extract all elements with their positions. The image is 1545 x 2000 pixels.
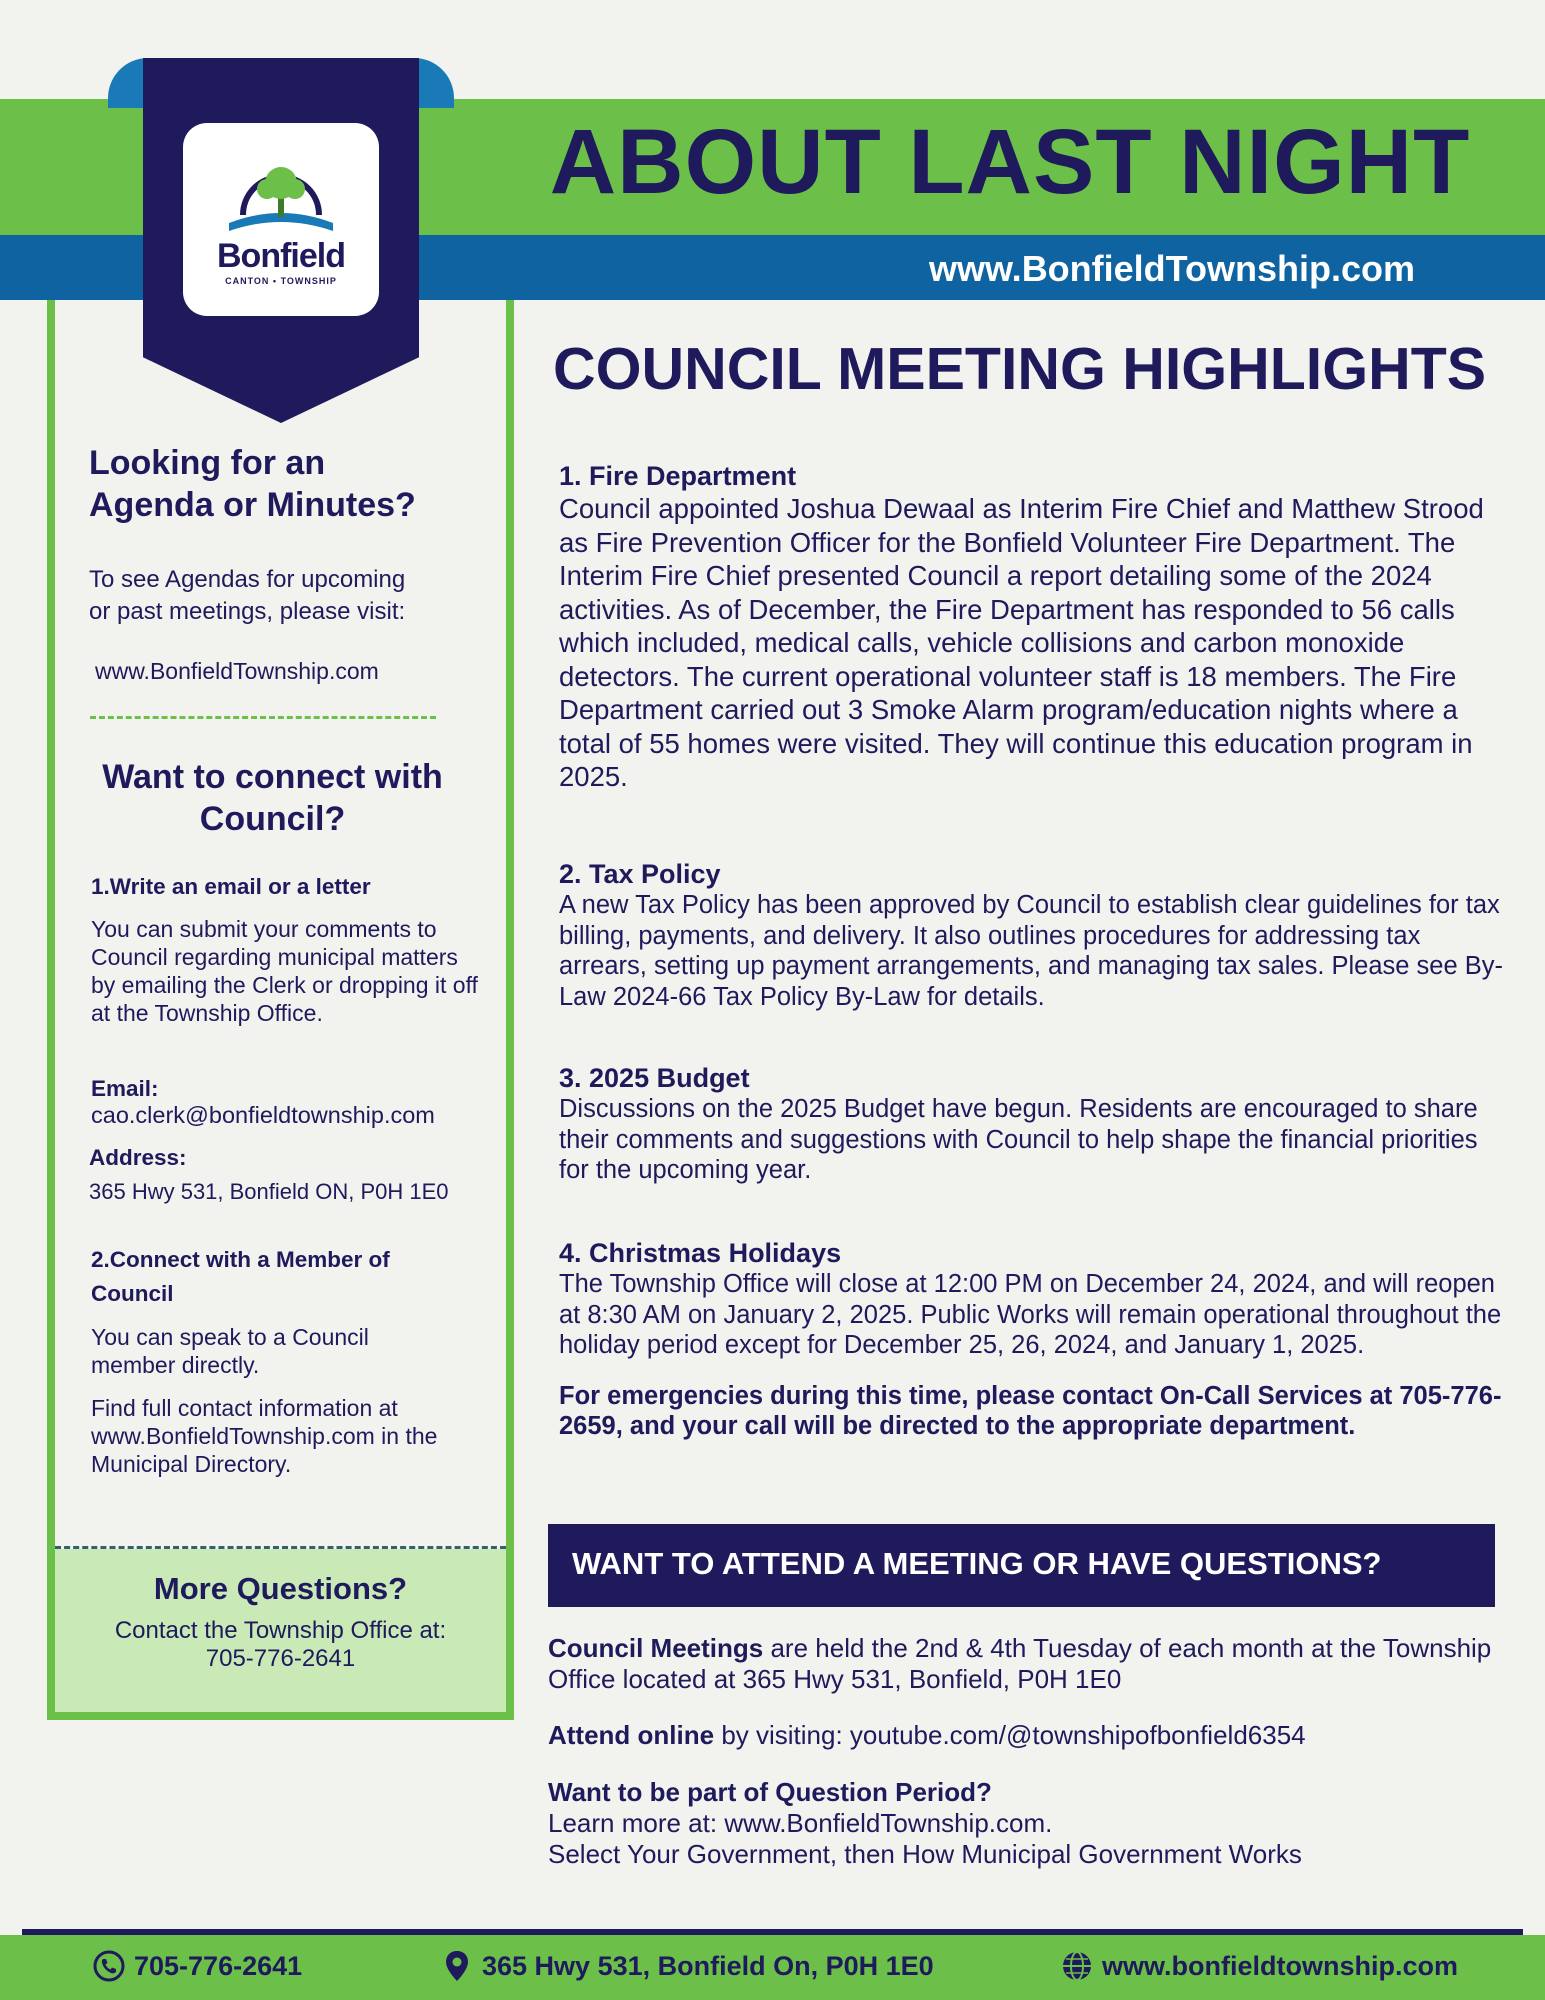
online-text[interactable]: by visiting: youtube.com/@townshipofbonfield6354 (714, 1720, 1306, 1750)
section-body: A new Tax Policy has been approved by Council to establish clear guidelines for tax billing, payments, and delivery. It also outlines procedures for addressing tax arrears, setting up payment arrangements, and managing tax sales. Please see By-Law 2024-66 Tax Policy By-Law for details. (559, 891, 1504, 1011)
section-body: Discussions on the 2025 Budget have begun. Residents are encouraged to share their comments and suggestions with Council to help shape the financial priorities for the upcoming year. (559, 1095, 1478, 1184)
agenda-heading-line2: Agenda or Minutes? (89, 486, 416, 524)
header-website[interactable]: www.BonfieldTownship.com (929, 248, 1415, 289)
email-value[interactable]: cao.clerk@bonfieldtownship.com (91, 1102, 435, 1128)
step1-title: 1.Write an email or a letter (91, 874, 371, 899)
attend-online-text (548, 1720, 1495, 1751)
council-meetings-text (548, 1633, 1495, 1695)
section-body: Council appointed Joshua Dewaal as Interim Fire Chief and Matthew Strood as Fire Prevention Officer for the Bonfield Volunteer Fire Department. The Interim Fire Chief presented Council a report detailing some of the 2024 activities. As of December, the Fire Department has responded to 56 calls which included, medical calls, vehicle collisions and carbon monoxide detectors. The current operational volunteer staff is 18 members. The Fire Department carried out 3 Smoke Alarm program/education nights where a total of 55 homes were visited. They will continue this education program in 2025. (559, 493, 1484, 792)
footer-address (440, 1949, 934, 1983)
question-bold: Want to be part of Question Period? (548, 1777, 992, 1807)
online-bold: Attend online (548, 1720, 715, 1750)
section-budget (559, 1062, 1504, 1186)
step2-body: You can speak to a Council member directly. (91, 1324, 369, 1378)
agenda-text (89, 564, 509, 628)
emergency-note: For emergencies during this time, please contact On-Call Services at 705-776-2659, and your call will be directed to the appropriate department. (559, 1381, 1502, 1440)
footer-website-text: www.bonfieldtownship.com (1102, 1950, 1458, 1981)
more-phone: 705-776-2641 (205, 1645, 356, 1672)
meetings-bold: Council Meetings (548, 1633, 764, 1663)
question-line1[interactable]: Learn more at: www.BonfieldTownship.com. (548, 1808, 1053, 1838)
highlights-heading: COUNCIL MEETING HIGHLIGHTS (553, 336, 1487, 402)
section-title: 4. Christmas Holidays (559, 1238, 842, 1268)
section-title: 1. Fire Department (559, 461, 797, 491)
footer (0, 1935, 1545, 2000)
agenda-link[interactable]: www.BonfieldTownship.com (95, 658, 379, 684)
location-pin-icon (440, 1949, 474, 1983)
logo-name: Bonfield (217, 237, 345, 275)
footer-phone[interactable] (92, 1949, 302, 1983)
footer-address-text: 365 Hwy 531, Bonfield On, P0H 1E0 (482, 1950, 934, 1981)
globe-icon (1060, 1949, 1094, 1983)
logo (183, 123, 379, 316)
question-line2: Select Your Government, then How Municipal Government Works (548, 1839, 1302, 1869)
connect-heading-line2: Council? (199, 800, 346, 838)
attend-bar: WANT TO ATTEND A MEETING OR HAVE QUESTIONS? (548, 1524, 1495, 1607)
email-label: Email: (91, 1076, 159, 1101)
footer-website[interactable] (1060, 1949, 1458, 1983)
more-text: Contact the Township Office at: (114, 1617, 447, 1644)
section-tax (559, 858, 1504, 1012)
step1-body: You can submit your comments to Council regarding municipal matters by emailing the Clerk or dropping it off at the Township Office. (91, 916, 478, 1026)
agenda-text-line2: or past meetings, please visit: (89, 598, 406, 625)
footer-phone-text: 705-776-2641 (134, 1950, 303, 1981)
address-label: Address: (89, 1145, 187, 1170)
sidebar-divider (90, 716, 436, 719)
agenda-heading-line1: Looking for an (89, 444, 326, 482)
tree-logo-icon (221, 153, 341, 243)
section-fire (559, 460, 1504, 794)
step2-title: 2.Connect with a Member of Council (91, 1247, 390, 1306)
page-title: ABOUT LAST NIGHT (549, 111, 1471, 213)
question-period-text (548, 1777, 1495, 1870)
connect-heading (75, 756, 470, 840)
section-body: The Township Office will close at 12:00 PM on December 24, 2024, and will reopen at 8:30 AM on January 2, 2025. Public Works will remain operational throughout the holiday period except for December 25, 26, 2024, and January 1, 2025. (559, 1270, 1502, 1359)
phone-icon (92, 1949, 126, 1983)
meetings-text: are held the 2nd & 4th Tuesday of each month at the Township Office located at 365 Hwy 531, Bonfield, P0H 1E0 (548, 1633, 1492, 1694)
agenda-text-line1: To see Agendas for upcoming (89, 566, 406, 593)
more-questions-box (55, 1549, 506, 1712)
step2-body2: Find full contact information at www.BonfieldTownship.com in the Municipal Directory. (91, 1395, 438, 1477)
logo-subtitle: CANTON • TOWNSHIP (225, 276, 337, 286)
section-title: 2. Tax Policy (559, 859, 721, 889)
section-title: 3. 2025 Budget (559, 1063, 750, 1093)
agenda-heading (89, 442, 489, 526)
more-heading: More Questions? (153, 1571, 408, 1606)
section-christmas (559, 1237, 1504, 1442)
address-value: 365 Hwy 531, Bonfield ON, P0H 1E0 (89, 1179, 449, 1204)
connect-heading-line1: Want to connect with (102, 758, 443, 796)
